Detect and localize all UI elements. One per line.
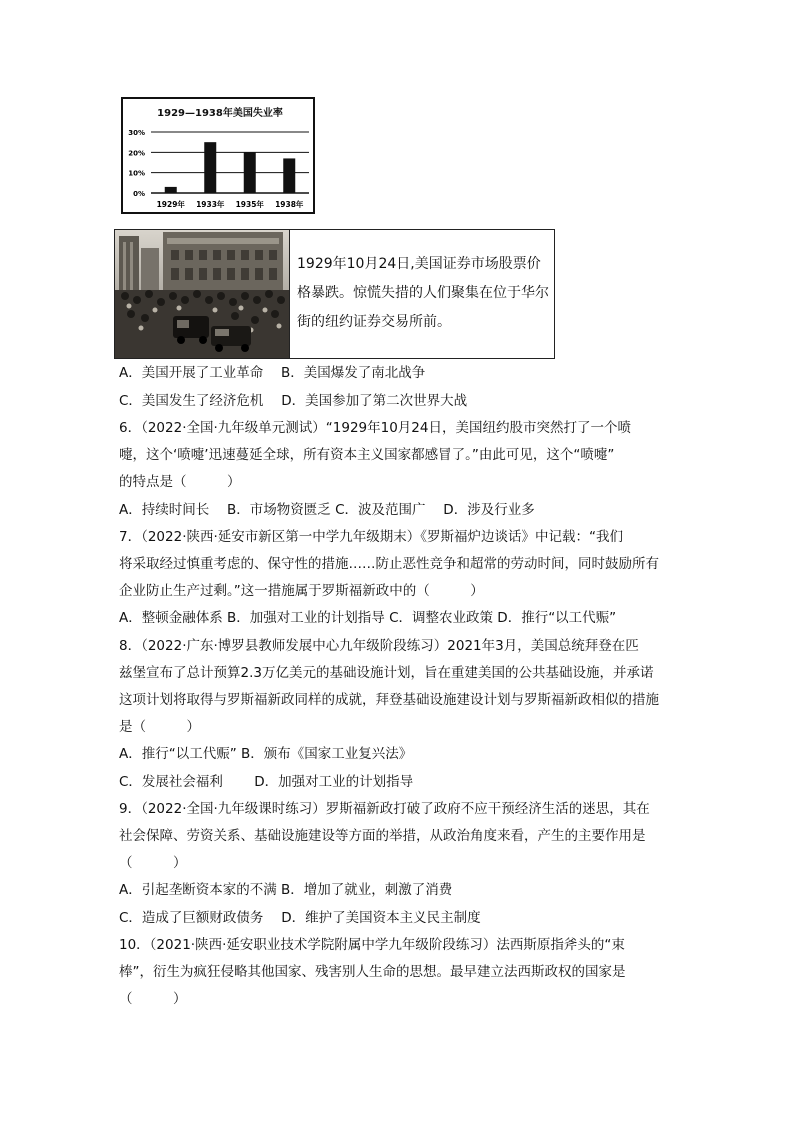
q6-stem-line-1: 6．（2022·全国·九年级单元测试）“1929年10月24日，美国纽约股市突然打了一个喷 — [119, 420, 631, 436]
q9-stem-line-2: 社会保障、劳资关系、基础设施建设等方面的举措，从政治角度来看，产生的主要作用是 — [119, 828, 646, 844]
q8-options-ab: A．推行“以工代赈” B．颁布《国家工业复兴法》 — [119, 746, 413, 762]
q5-options-ab: A．美国开展了工业革命 B．美国爆发了南北战争 — [119, 365, 426, 381]
q8-options-cd: C．发展社会福利 D．加强对工业的计划指导 — [119, 774, 414, 790]
y-tick-label: 0% — [133, 190, 145, 198]
y-tick-label: 20% — [128, 149, 145, 158]
x-tick-label: 1929年 — [156, 200, 185, 209]
q7-stem-line-3: 企业防止生产过剩。”这一措施属于罗斯福新政中的（ ） — [119, 583, 484, 599]
photo-caption: 1929年10月24日,美国证券市场股票价格暴跌。惊慌失措的人们聚集在位于华尔街的纽约证券交易所前。 — [297, 256, 549, 330]
q5-options-cd: C．美国发生了经济危机 D．美国参加了第二次世界大战 — [119, 393, 468, 409]
q8-stem-line-4: 是（ ） — [119, 719, 200, 735]
chart-svg — [123, 99, 313, 212]
wall-street-photo-table — [114, 229, 555, 359]
q6-stem-line-3: 的特点是（ ） — [119, 474, 241, 490]
y-tick-label: 30% — [128, 129, 145, 137]
q7-stem-line-1: 7．（2022·陕西·延安市新区第一中学九年级期末）《罗斯福炉边谈话》中记载：“我们 — [119, 529, 624, 545]
q6-stem-line-2: 嚏，这个‘喷嚏’迅速蔓延全球，所有资本主义国家都感冒了。”由此可见，这个“喷嚏” — [119, 447, 615, 463]
q9-options-cd: C．造成了巨额财政债务 D．维护了美国资本主义民主制度 — [119, 910, 481, 926]
x-tick-label: 1933年 — [196, 200, 225, 209]
bar-1933年 — [204, 142, 216, 193]
q8-stem-line-1: 8．（2022·广东·博罗县教师发展中心九年级阶段练习）2021年3月，美国总统拜登在匹 — [119, 638, 639, 654]
q9-options-ab: A．引起垄断资本家的不满 B．增加了就业，刺激了消费 — [119, 882, 453, 898]
q8-stem-line-2: 兹堡宣布了总计预算2.3万亿美元的基础设施计划，旨在重建美国的公共基础设施，并承诺 — [119, 665, 654, 681]
x-tick-label: 1938年 — [275, 200, 304, 209]
bar-1935年 — [244, 152, 256, 193]
unemployment-chart — [121, 97, 315, 214]
wall-street-crowd-photo — [115, 230, 290, 358]
q10-stem-line-1: 10．（2021·陕西·延安职业技术学院附属中学九年级阶段练习）法西斯原指斧头的“束 — [119, 937, 625, 953]
q6-options: A．持续时间长 B．市场物资匮乏 C．波及范围广 D．涉及行业多 — [119, 502, 535, 518]
q10-stem-line-2: 棒”，衍生为疯狂侵略其他国家、残害别人生命的思想。最早建立法西斯政权的国家是 — [119, 964, 626, 980]
q9-stem-line-1: 9．（2022·全国·九年级课时练习）罗斯福新政打破了政府不应干预经济生活的迷思，其在 — [119, 801, 650, 817]
y-tick-label: 10% — [128, 169, 145, 178]
q10-stem-line-3: （ ） — [119, 991, 187, 1007]
q7-options: A．整顿金融体系 B．加强对工业的计划指导 C．调整农业政策 D．推行“以工代赈” — [119, 610, 617, 626]
q7-stem-line-2: 将采取经过慎重考虑的、保守性的措施……防止恶性竞争和超常的劳动时间，同时鼓励所有 — [119, 556, 659, 572]
q9-stem-line-3: （ ） — [119, 855, 187, 871]
x-tick-label: 1935年 — [235, 200, 264, 209]
q8-stem-line-3: 这项计划将取得与罗斯福新政同样的成就，拜登基础设施建设计划与罗斯福新政相似的措施 — [119, 692, 659, 708]
bar-1938年 — [283, 158, 295, 193]
chart-title: 1929—1938年美国失业率 — [157, 108, 283, 119]
bar-1929年 — [165, 187, 177, 193]
